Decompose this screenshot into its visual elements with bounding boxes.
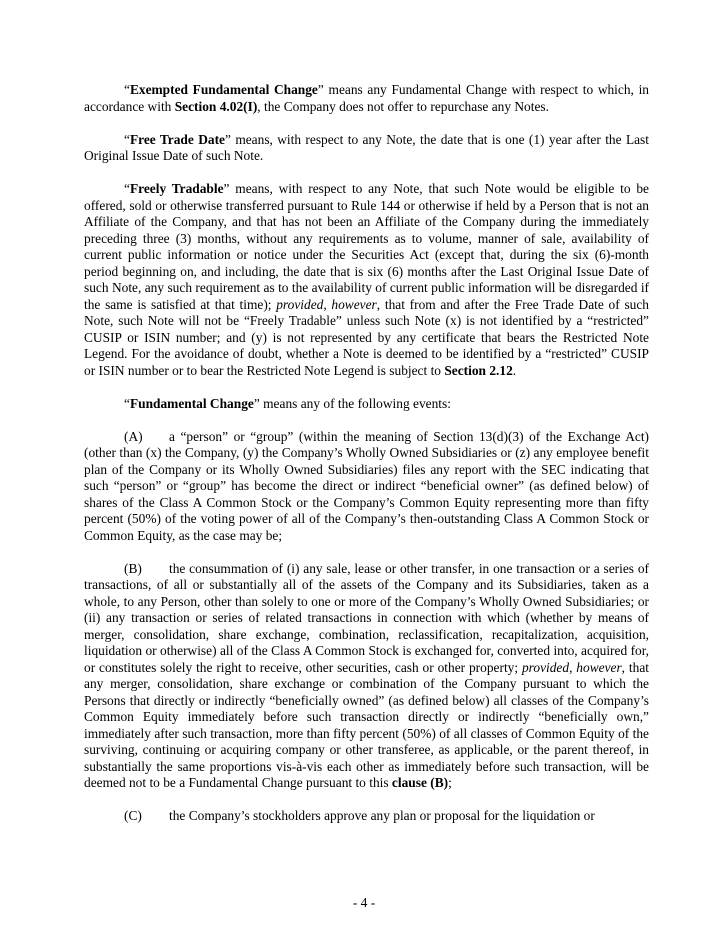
clause-text: a “person” or “group” (within the meaning of Section 13(d)(3) of the Exchange Act) (other than (x) the Company, (y) the Company’s Wholly Owned Subsidiaries or (z) any employee benefit plan of the Company or its Wholly Owned Subsidiaries) files any report with the SEC indicating that such “person” or “group” has become the direct or indirect “beneficial owner” (as defined below) of shares of the Class A Common Stock or the Company’s Common Equity representing more than fifty percent (50%) of the voting power of all of the Company’s then-outstanding Class A Common Stock or Common Equity, as the case may be;	[84, 428, 649, 543]
clause-text: , that any merger, consolidation, share exchange or combination of the Company pursuant to which the Persons that directly or indirectly “beneficially owned” (as defined below) all classes of the Company’s Common Equity immediately before such transaction directly or indirectly “beneficially own,” immediately after such transaction, more than fifty percent (50%) of all classes of Common Equity of the surviving, continuing or acquiring company or other transferee, as applicable, or the parent thereof, in substantially the same proportions vis-à-vis each other as immediately before such transaction, will be deemed not to be a Fundamental Change pursuant to this	[84, 659, 649, 790]
document-page	[84, 82, 649, 841]
defined-term: Fundamental Change	[129, 395, 254, 411]
definition-text: .	[512, 362, 517, 378]
defined-term: Exempted Fundamental Change	[129, 82, 318, 97]
definition-freely-tradable: “Freely Tradable” means, with respect to any Note, that such Note would be eligible to be offered, sold or otherwise transferred pursuant to Rule 144 or otherwise if held by a Person that is not an Affiliate of the Company, and that has not been an Affiliate of the Company during the immediately preceding three (3) months, without any requirements as to volume, manner of sale, availability of current public information or notice under the Securities Act (except that, during the six (6)-month period beginning on, and including, the date that is six (6) months after the Last Original Issue Date of such Note, any such requirement as to the availability of current public information will be disregarded if the same is satisfied at that time); provided, however, that from and after the Free Trade Date of such Note, such Note will not be “Freely Tradable” unless such Note (x) is not identified by a “restricted” CUSIP or ISIN number; and (y) is not represented by any certificate that bears the Restricted Note Legend. For the avoidance of doubt, whether a Note is deemed to be identified by a “restricted” CUSIP or ISIN number or to bear the Restricted Note Legend is subject to Section 2.12.	[84, 181, 649, 378]
clause-a	[84, 429, 649, 545]
clause-b	[84, 561, 649, 792]
definition-free-trade-date: “Free Trade Date” means, with respect to any Note, the date that is one (1) year after the Last Original Issue Date of such Note.	[84, 131, 649, 163]
defined-term: Free Trade Date	[129, 131, 225, 147]
definition-text: , the Company does not offer to repurchase any Notes.	[257, 98, 549, 114]
definition-exempted-fundamental-change: “Exempted Fundamental Change” means any Fundamental Change with respect to which, in accordance with Section 4.02(I), the Company does not offer to repurchase any Notes.	[84, 82, 649, 114]
definition-text: , that from and after the Free Trade Date of such Note, such Note will not be “Freely Tradable” unless such Note (x) is not identified by a “restricted” CUSIP or ISIN number; and (y) is not represented by any certificate that bears the Restricted Note Legend. For the avoidance of doubt, whether a Note is deemed to be identified by a “restricted” CUSIP or ISIN number or to bear the Restricted Note Legend is subject to	[84, 296, 649, 378]
definition-text: means, with respect to any Note, that such Note would be eligible to be offered, sold or otherwise transferred pursuant to Rule 144 or otherwise if held by a Person that is not an Affiliate of the Company, and that has not been an Affiliate of the Company during the immediately preceding three (3) months, without any requirements as to volume, manner of sale, availability of current public information or notice under the Securities Act (except that, during the six (6)-month period beginning on, and including, the date that is six (6) months after the Last Original Issue Date of such Note, any such requirement as to the availability of current public information will be disregarded if the same is satisfied at that time);	[84, 181, 649, 312]
definition-text: means any Fundamental Change with respect to which, in accordance with	[84, 82, 649, 114]
clause-reference: clause (B)	[391, 775, 449, 790]
proviso-text: provided, however	[521, 659, 622, 675]
page-number: - 4 -	[352, 895, 376, 910]
proviso-text: provided, however	[276, 296, 377, 312]
clause-marker: (C)	[124, 808, 142, 823]
definition-fundamental-change: “Fundamental Change” means any of the following events:	[124, 395, 451, 411]
defined-term: Freely Tradable	[129, 181, 224, 196]
clause-text: the Company’s stockholders approve any plan or proposal for the liquidation or	[169, 808, 595, 823]
section-reference: Section 2.12	[444, 362, 513, 378]
clause-c	[84, 808, 649, 825]
clause-marker: (A)	[124, 428, 143, 444]
definition-text: means any of the following events:	[259, 395, 451, 411]
definition-text: means, with respect to any Note, the date that is one (1) year after the Last Original Issue Date of such Note.	[84, 131, 649, 163]
section-reference: Section 4.02(I)	[174, 98, 258, 114]
clause-marker: (B)	[124, 560, 142, 576]
clause-text: ;	[448, 775, 452, 790]
clause-text: the consummation of (i) any sale, lease or other transfer, in one transaction or a series of transactions, of all or substantially all of the assets of the Company and its Subsidiaries, taken as a whole, to any Person, other than solely to one or more of the Company’s Wholly Owned Subsidiaries; or (ii) any transaction or series of related transactions in connection with which (whether by means of merger, consolidation, share exchange, combination, reclassification, recapitalization, acquisition, liquidation or otherwise) all of the Class A Common Stock is exchanged for, converted into, acquired for, or constitutes solely the right to receive, other securities, cash or other property;	[84, 560, 649, 675]
